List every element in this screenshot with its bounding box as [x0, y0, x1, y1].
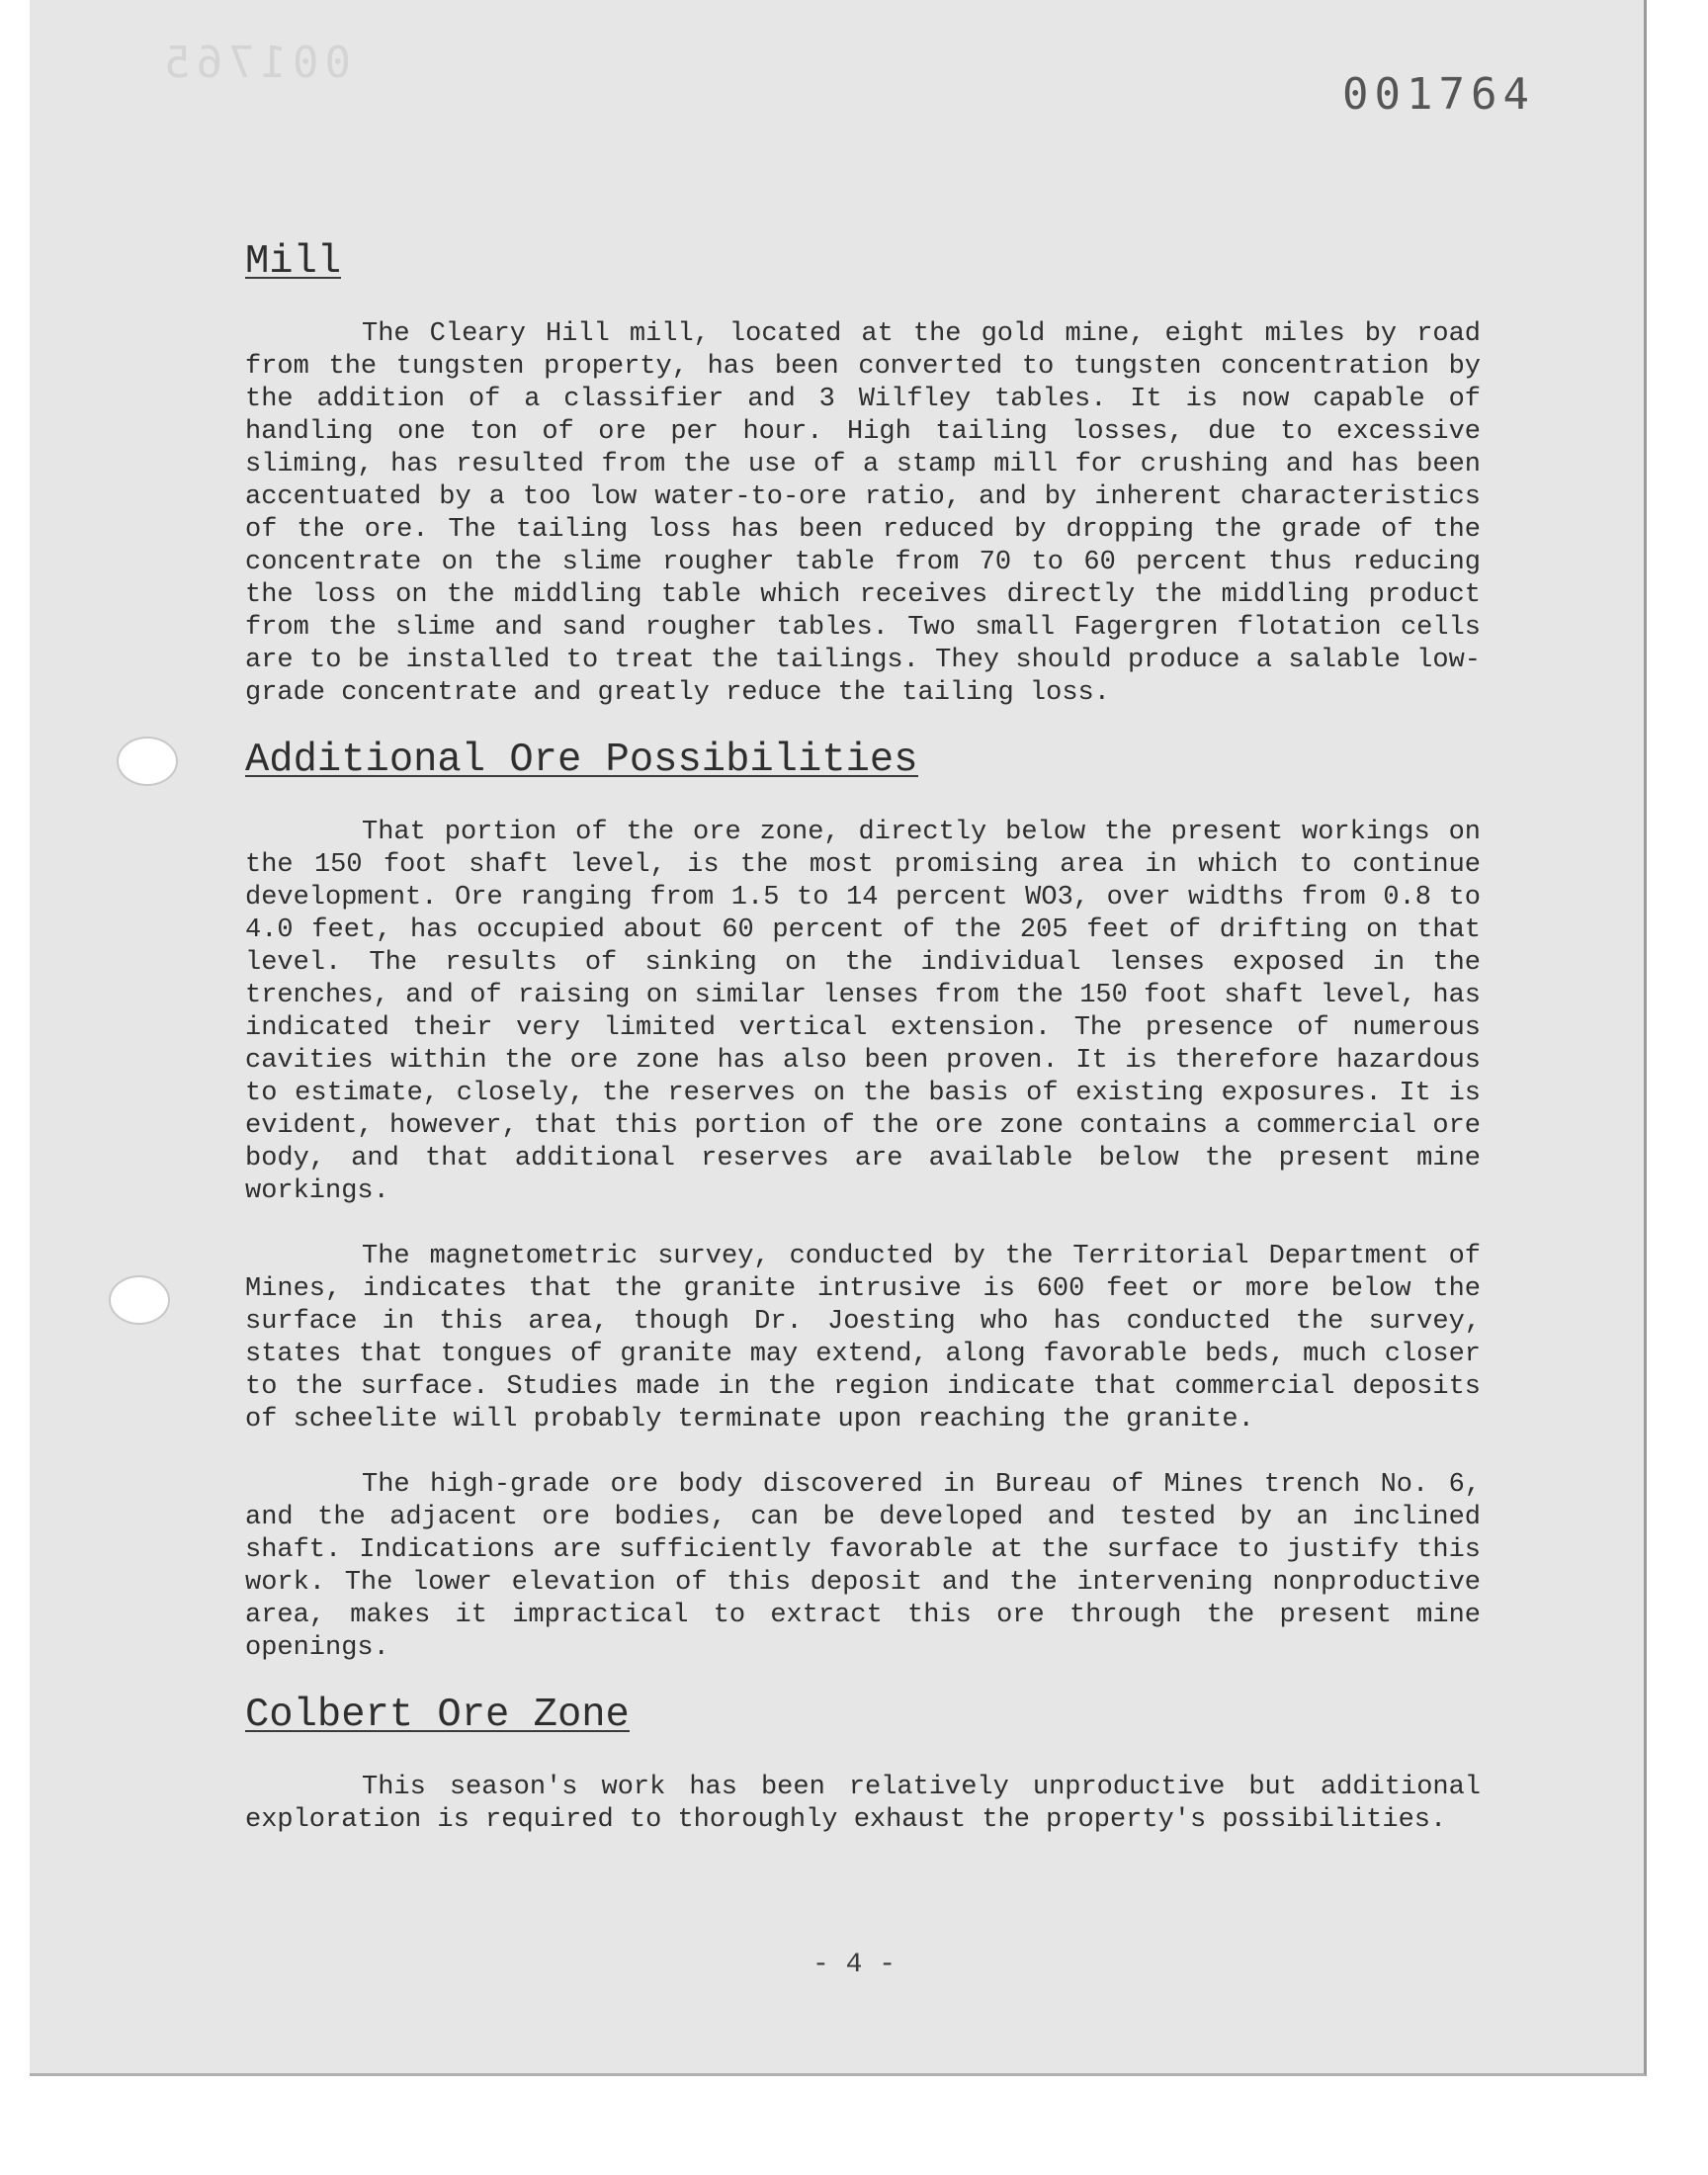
- paragraph-ore-zone: That portion of the ore zone, directly below the present workings on the 150 foot shaft level, is the most promising area in which to continue development. Ore ranging from 1.5 to 14 percent WO3, over widths from 0.8 to 4.0 feet, has occupied about 60 percent of the 205 feet of drifting on that level. The results of sinking on the individual lenses exposed in the trenches, and of raising on similar lenses from the 150 foot shaft level, has indicated their very limited vertical extension. The presence of numerous cavities within the ore zone has also been proven. It is therefore hazardous to estimate, closely, the reserves on the basis of existing exposures. It is evident, however, that this portion of the ore zone contains a commercial ore body, and that additional reserves are available below the present mine workings.: [245, 818, 1481, 1206]
- paragraph-magnetometric-survey: The magnetometric survey, conducted by the Territorial Department of Mines, indicates that the granite intrusive is 600 feet or more below the surface in this area, though Dr. Joesting who has conducted the survey, states that tongues of granite may extend, along favorable beds, much closer to the surface. Studies made in the region indicate that commercial deposits of scheelite will probably terminate upon reaching the granite.: [245, 1242, 1481, 1435]
- punch-hole: [109, 1275, 170, 1325]
- paragraph-colbert: This season's work has been relatively unproductive but additional exploration is required to thoroughly exhaust the property's possibilities.: [245, 1773, 1481, 1835]
- paragraph-mill: The Cleary Hill mill, located at the gold mine, eight miles by road from the tungsten property, has been converted to tungsten concentration by the addition of a classifier and 3 Wilfley tables. It is now capable of handling one ton of ore per hour. High tailing losses, due to excessive sliming, has resulted from the use of a stamp mill for crushing and has been accentuated by a too low water-to-ore ratio, and by inherent characteristics of the ore. The tailing loss has been reduced by dropping the grade of the concentrate on the slime rougher table from 70 to 60 percent thus reducing the loss on the middling table which receives directly the middling product from the slime and sand rougher tables. Two small Fagergren flotation cells are to be installed to treat the tailings. They should produce a salable low-grade concentrate and greatly reduce the tailing loss.: [245, 319, 1481, 708]
- page-number: - 4 -: [811, 1950, 896, 1980]
- section-heading-mill: Mill: [245, 239, 342, 285]
- page-body: [245, 239, 1481, 1837]
- section-heading-colbert: Colbert Ore Zone: [245, 1693, 630, 1738]
- bleed-through-number: 001765: [158, 38, 351, 88]
- paragraph-high-grade-ore: The high-grade ore body discovered in Bureau of Mines trench No. 6, and the adjacent ore bodies, can be developed and tested by an inclined shaft. Indications are sufficiently favorable at the surface to justify this work. The lower elevation of this deposit and the intervening nonproductive area, makes it impractical to extract this ore through the present mine openings.: [245, 1470, 1481, 1663]
- punch-hole: [117, 737, 178, 786]
- document-number: 001764: [1342, 69, 1535, 120]
- section-heading-additional-ore: Additional Ore Possibilities: [245, 738, 918, 783]
